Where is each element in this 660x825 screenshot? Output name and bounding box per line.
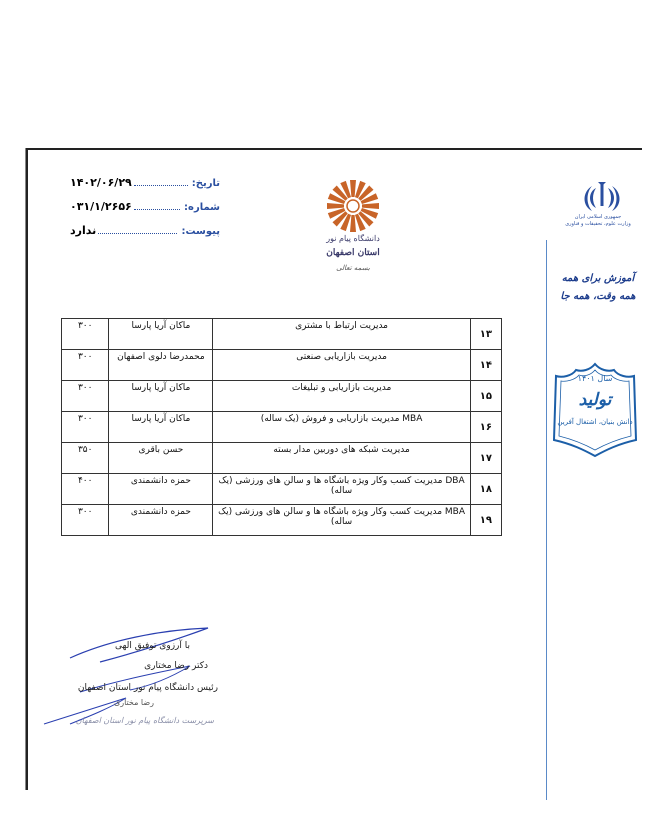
badge-subtitle: دانش بنیان، اشتغال آفرین bbox=[557, 418, 633, 426]
table-row bbox=[62, 350, 502, 381]
row-number: ۱۷ bbox=[470, 443, 501, 474]
table-row bbox=[62, 443, 502, 474]
table-row bbox=[62, 319, 502, 350]
margin-divider bbox=[546, 240, 547, 800]
number-row bbox=[70, 200, 220, 224]
sunburst-logo-icon bbox=[318, 172, 388, 234]
attachment-value: ندارد bbox=[70, 224, 97, 237]
course-name: مدیریت بازاریابی و تبلیغات bbox=[213, 381, 470, 412]
course-hours: ۳۰۰ bbox=[62, 350, 109, 381]
row-number: ۱۸ bbox=[470, 474, 501, 505]
logo-university-name: دانشگاه پیام نور bbox=[326, 234, 380, 243]
date-label: تاریخ: bbox=[191, 178, 220, 189]
teacher-name: محمدرضا دلوی اصفهان bbox=[109, 350, 213, 381]
slogan bbox=[556, 270, 640, 306]
row-number: ۱۳ bbox=[470, 319, 501, 350]
row-number: ۱۹ bbox=[470, 505, 501, 536]
signer-name: دکتر رضا مختاری bbox=[144, 661, 208, 671]
table-row bbox=[62, 412, 502, 443]
stamp-name: رضا مختاری bbox=[113, 698, 154, 707]
emblem-caption-line2: وزارت علوم، تحقیقات و فناوری bbox=[565, 221, 631, 227]
stamp-title: سرپرست دانشگاه پیام نور استان اصفهان bbox=[75, 716, 214, 725]
teacher-name: حمزه دانشمندی bbox=[109, 505, 213, 536]
course-hours: ۳۰۰ bbox=[62, 381, 109, 412]
logo-bismillah: بسمه تعالی bbox=[336, 264, 370, 272]
course-name: مدیریت ارتباط با مشتری bbox=[213, 319, 470, 350]
teacher-name: ماکان آریا پارسا bbox=[109, 381, 213, 412]
date-value: ۱۴۰۲/۰۶/۲۹ bbox=[70, 176, 132, 189]
table-row bbox=[62, 505, 502, 536]
date-dots bbox=[134, 177, 188, 186]
iran-emblem-icon bbox=[574, 180, 630, 214]
emblem-caption bbox=[560, 214, 636, 228]
table-row bbox=[62, 381, 502, 412]
attachment-row bbox=[70, 224, 220, 248]
course-hours: ۳۰۰ bbox=[62, 505, 109, 536]
table-row bbox=[62, 474, 502, 505]
course-hours: ۳۵۰ bbox=[62, 443, 109, 474]
number-value: ۰۳۱/۱/۲۶۵۶ bbox=[70, 200, 132, 213]
university-logo bbox=[318, 172, 388, 282]
teacher-name: ماکان آریا پارسا bbox=[109, 412, 213, 443]
emblem-caption-line1: جمهوری اسلامی ایران bbox=[574, 214, 622, 220]
course-table bbox=[61, 318, 502, 536]
number-dots bbox=[134, 201, 180, 210]
badge-title: تولید bbox=[578, 390, 612, 410]
course-table-body bbox=[62, 319, 502, 536]
teacher-name: حسن باقری bbox=[109, 443, 213, 474]
slogan-line2: همه وقت، همه جا bbox=[560, 291, 636, 302]
course-hours: ۳۰۰ bbox=[62, 319, 109, 350]
course-name: MBA مدیریت کسب وکار ویژه باشگاه ها و سالن های ورزشی (یک ساله) bbox=[213, 505, 470, 536]
teacher-name: حمزه دانشمندی bbox=[109, 474, 213, 505]
slogan-line1: آموزش برای همه bbox=[561, 273, 635, 284]
closing-text: با آرزوی توفیق الهی bbox=[115, 641, 190, 651]
attachment-dots bbox=[98, 225, 177, 234]
logo-province-name: استان اصفهان bbox=[326, 248, 380, 258]
row-number: ۱۶ bbox=[470, 412, 501, 443]
course-hours: ۴۰۰ bbox=[62, 474, 109, 505]
signer-title: رئیس دانشگاه پیام نور استان اصفهان bbox=[77, 683, 218, 693]
row-number: ۱۵ bbox=[470, 381, 501, 412]
course-name: MBA مدیریت بازاریابی و فروش (یک ساله) bbox=[213, 412, 470, 443]
course-name: مدیریت بازاریابی صنعتی bbox=[213, 350, 470, 381]
badge-year: سال ۱۴۰۱ bbox=[577, 374, 613, 383]
iran-emblem bbox=[574, 180, 630, 240]
letter-meta bbox=[70, 176, 220, 248]
course-name: مدیریت شبکه های دوربین مدار بسته bbox=[213, 443, 470, 474]
attachment-label: پیوست: bbox=[181, 226, 220, 237]
teacher-name: ماکان آریا پارسا bbox=[109, 319, 213, 350]
date-row bbox=[70, 176, 220, 200]
course-name: DBA مدیریت کسب وکار ویژه باشگاه ها و سالن های ورزشی (یک ساله) bbox=[213, 474, 470, 505]
course-hours: ۳۰۰ bbox=[62, 412, 109, 443]
number-label: شماره: bbox=[184, 202, 220, 213]
row-number: ۱۴ bbox=[470, 350, 501, 381]
